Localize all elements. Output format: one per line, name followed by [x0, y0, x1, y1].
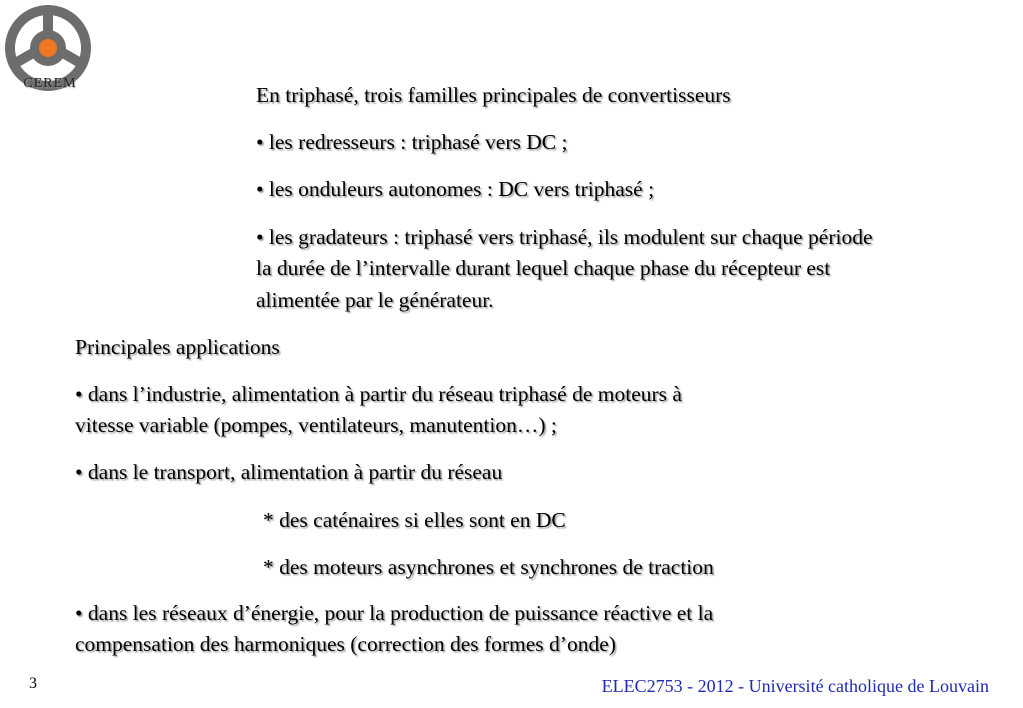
converter-item-gradators-line1: • les gradateurs : triphasé vers triphasé, ils modulent sur chaque période: [256, 225, 873, 249]
converter-item-rectifiers: • les redresseurs : triphasé vers DC ;: [256, 130, 568, 154]
application-transport-sub-motors: * des moteurs asynchrones et synchrones de traction: [263, 555, 714, 579]
converter-item-gradators-line3: alimentée par le générateur.: [256, 288, 494, 312]
converter-item-inverters: • les onduleurs autonomes : DC vers triphasé ;: [256, 177, 655, 201]
application-transport-sub-catenaries: * des caténaires si elles sont en DC: [263, 508, 566, 532]
application-networks-line2: compensation des harmoniques (correction des formes d’onde): [75, 632, 616, 656]
page-number: 3: [29, 675, 37, 692]
application-networks-line1: • dans les réseaux d’énergie, pour la production de puissance réactive et la: [75, 601, 714, 625]
converters-heading: En triphasé, trois familles principales de convertisseurs: [256, 83, 731, 107]
application-industry-line2: vitesse variable (pompes, ventilateurs, manutention…) ;: [75, 413, 557, 437]
logo-text: CEREM: [23, 76, 77, 91]
footer-course: ELEC2753 - 2012 - Université catholique de Louvain: [601, 676, 989, 696]
application-industry-line1: • dans l’industrie, alimentation à partir du réseau triphasé de moteurs à: [75, 382, 682, 406]
application-transport: • dans le transport, alimentation à partir du réseau: [75, 460, 503, 484]
converter-item-gradators-line2: la durée de l’intervalle durant lequel chaque phase du récepteur est: [256, 256, 831, 280]
cerem-logo: [2, 2, 94, 94]
applications-heading: Principales applications: [75, 335, 280, 359]
